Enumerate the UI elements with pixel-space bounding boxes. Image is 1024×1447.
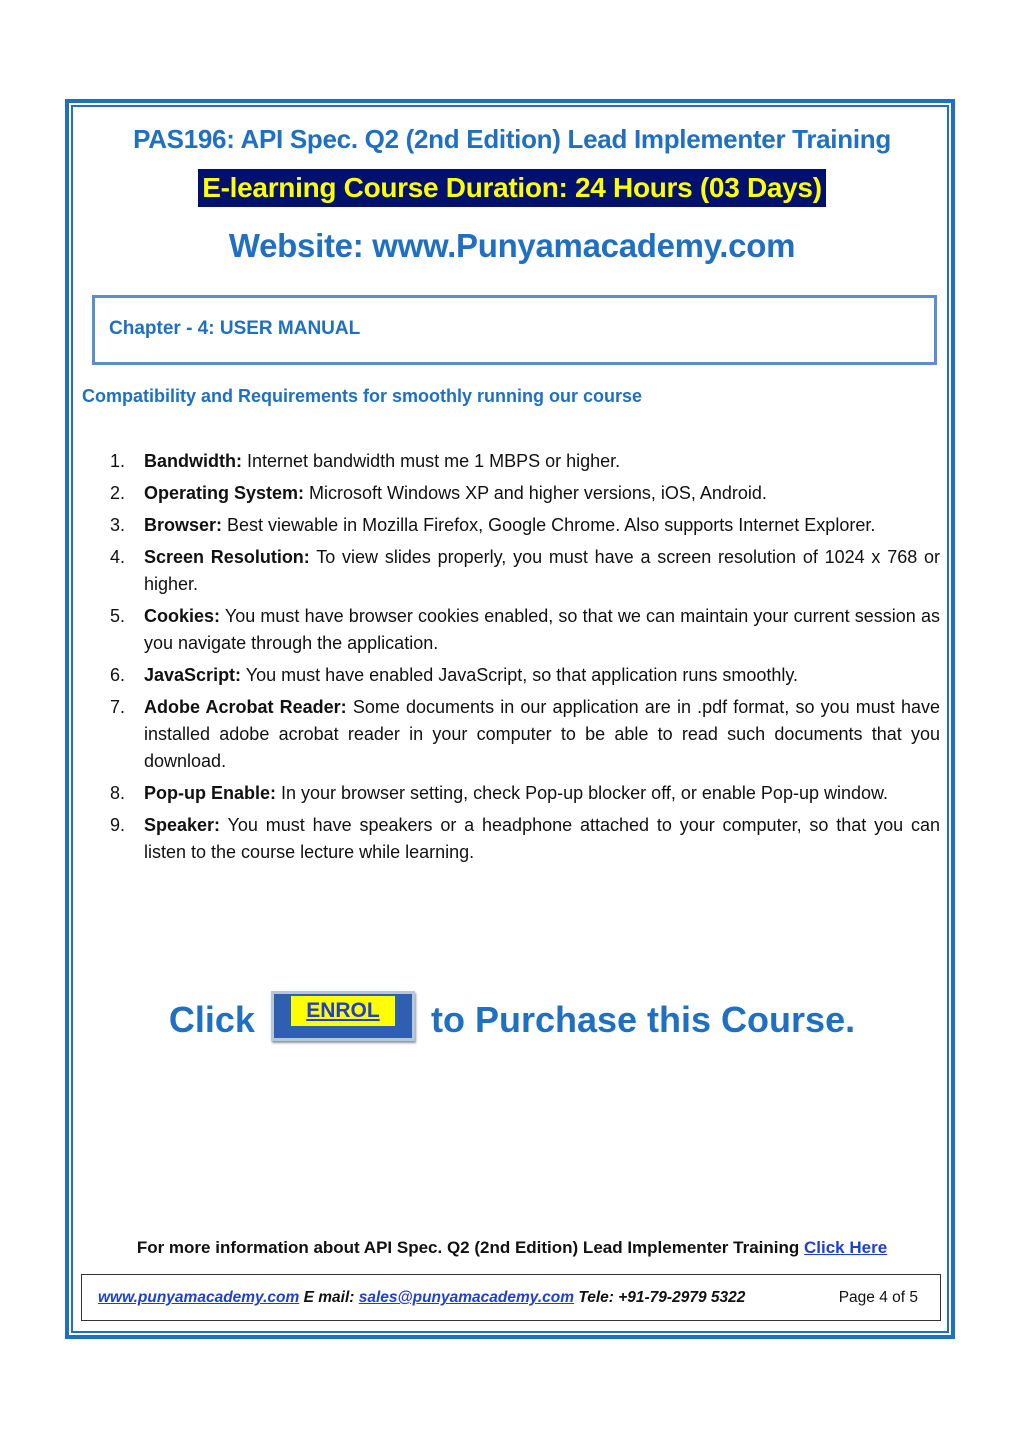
requirement-text: You must have enabled JavaScript, so that application runs smoothly. xyxy=(241,665,799,685)
footer-email-label: E mail: xyxy=(299,1289,359,1306)
requirement-term: Speaker: xyxy=(144,815,221,835)
requirement-item xyxy=(110,544,940,598)
section-heading: Compatibility and Requirements for smoothly running our course xyxy=(82,386,643,406)
requirement-item xyxy=(110,512,940,539)
cta-suffix: to Purchase this Course. xyxy=(430,999,856,1040)
requirement-term: Operating System: xyxy=(144,483,305,503)
requirement-text: You must have browser cookies enabled, so that we can maintain your current session as you navigate through the application. xyxy=(144,606,940,653)
footer-contact xyxy=(98,1289,745,1307)
requirement-item xyxy=(110,780,940,807)
chapter-title: Chapter - 4: USER MANUAL xyxy=(109,318,361,339)
click-here-link[interactable]: Click Here xyxy=(804,1238,888,1257)
requirement-text: In your browser setting, check Pop-up blocker off, or enable Pop-up window. xyxy=(276,783,889,803)
requirement-term: Adobe Acrobat Reader: xyxy=(144,697,347,717)
requirement-item xyxy=(110,603,940,657)
requirement-item xyxy=(110,480,940,507)
requirement-text: Microsoft Windows XP and higher versions, iOS, Android. xyxy=(304,483,767,503)
more-info-text: For more information about API Spec. Q2 (2nd Edition) Lead Implementer Training xyxy=(136,1238,804,1257)
course-title: PAS196: API Spec. Q2 (2nd Edition) Lead Implementer Training xyxy=(133,124,891,154)
footer-email-link[interactable]: sales@punyamacademy.com xyxy=(358,1289,575,1306)
requirement-number: 2. xyxy=(110,483,126,503)
requirements-list xyxy=(110,448,940,871)
page-number: Page 4 of 5 xyxy=(838,1289,918,1306)
requirement-text: Internet bandwidth must me 1 MBPS or higher. xyxy=(241,451,621,471)
footer-website-link[interactable]: www.punyamacademy.com xyxy=(98,1289,300,1306)
requirement-item xyxy=(110,448,940,475)
cta-prefix: Click xyxy=(168,999,255,1040)
requirement-term: JavaScript: xyxy=(144,665,242,685)
purchase-call-to-action xyxy=(0,993,1024,1047)
requirement-item xyxy=(110,662,940,689)
requirement-number: 1. xyxy=(110,451,126,471)
requirement-term: Cookies: xyxy=(144,606,221,626)
requirement-term: Browser: xyxy=(144,515,223,535)
duration-banner xyxy=(0,169,1024,207)
more-info-line xyxy=(0,1238,1024,1258)
requirement-text: Some documents in our application are in .pdf format, so you must have installed adobe acrobat reader in your computer to be able to read such documents that you download. xyxy=(144,697,940,771)
requirement-text: Best viewable in Mozilla Firefox, Google Chrome. Also supports Internet Explorer. xyxy=(222,515,876,535)
footer xyxy=(81,1274,941,1321)
requirement-term: Screen Resolution: xyxy=(144,547,310,567)
requirement-number: 3. xyxy=(110,515,126,535)
requirement-number: 5. xyxy=(110,606,126,626)
requirement-number: 9. xyxy=(110,815,126,835)
duration-text: E-learning Course Duration: 24 Hours (03 Days) xyxy=(198,169,825,207)
requirement-text: You must have speakers or a headphone attached to your computer, so that you can listen to the course lecture while learning. xyxy=(144,815,940,862)
footer-telephone: Tele: +91-79-2979 5322 xyxy=(574,1289,746,1306)
requirement-number: 4. xyxy=(110,547,126,567)
requirement-text: To view slides properly, you must have a screen resolution of 1024 x 768 or higher. xyxy=(144,547,940,594)
requirement-item xyxy=(110,812,940,866)
chapter-box xyxy=(92,295,937,365)
requirement-number: 8. xyxy=(110,783,126,803)
enrol-button[interactable] xyxy=(271,991,415,1041)
requirement-number: 6. xyxy=(110,665,126,685)
requirement-item xyxy=(110,694,940,775)
website-heading: Website: www.Punyamacademy.com xyxy=(228,227,796,264)
requirement-number: 7. xyxy=(110,697,126,717)
enrol-button-label[interactable]: ENROL xyxy=(291,996,395,1026)
requirement-term: Pop-up Enable: xyxy=(144,783,276,803)
requirement-term: Bandwidth: xyxy=(144,451,242,471)
